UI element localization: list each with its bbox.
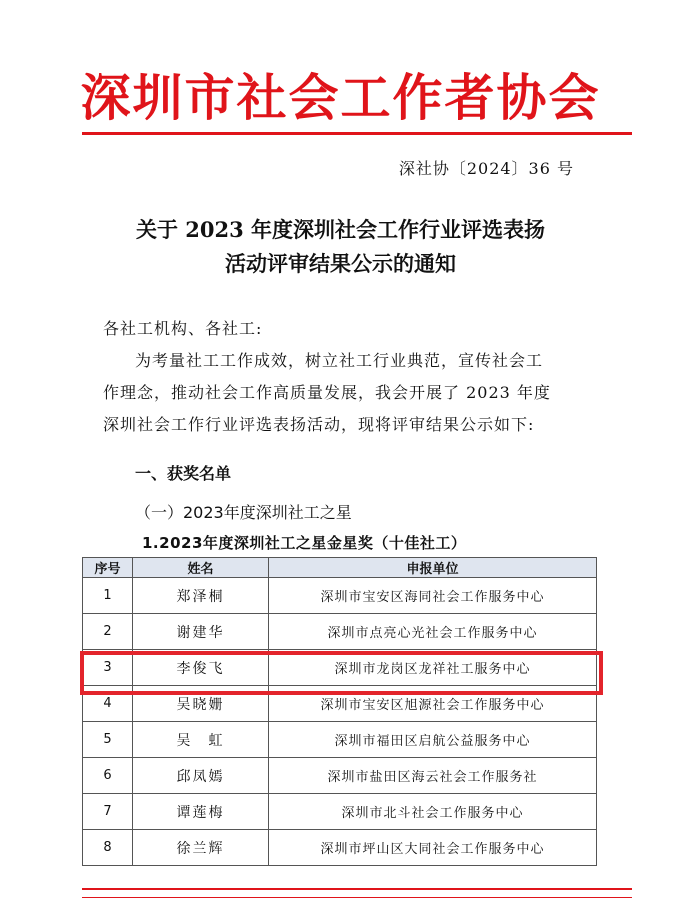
cell-name: 谢建华 bbox=[133, 614, 269, 650]
cell-name: 徐兰辉 bbox=[133, 830, 269, 866]
table-row bbox=[83, 794, 597, 830]
notice-title-line-2: 活动评审结果公示的通知 bbox=[225, 251, 456, 276]
subsection-heading: （一）2023年度深圳社工之星 bbox=[135, 503, 352, 522]
cell-seq: 8 bbox=[83, 830, 133, 866]
cell-name: 吴晓姗 bbox=[133, 686, 269, 722]
body-text bbox=[103, 313, 581, 441]
section-heading: 一、获奖名单 bbox=[135, 464, 232, 483]
cell-unit: 深圳市点亮心光社会工作服务中心 bbox=[269, 614, 597, 650]
cell-seq: 6 bbox=[83, 758, 133, 794]
row-highlight-box bbox=[80, 651, 603, 695]
header-rule bbox=[82, 132, 632, 135]
document-number: 深社协〔2024〕36 号 bbox=[398, 159, 574, 178]
award-heading: 1.2023年度深圳社工之星金星奖（十佳社工） bbox=[142, 534, 467, 552]
org-name-header: 深圳市社会工作者协会 bbox=[80, 68, 601, 127]
cell-unit: 深圳市宝安区海同社会工作服务中心 bbox=[269, 578, 597, 614]
table-row bbox=[83, 830, 597, 866]
cell-unit: 深圳市坪山区大同社会工作服务中心 bbox=[269, 830, 597, 866]
cell-name: 谭莲梅 bbox=[133, 794, 269, 830]
cell-name: 李俊飞 bbox=[133, 650, 269, 686]
footer-rule-top bbox=[82, 888, 632, 890]
cell-seq: 7 bbox=[83, 794, 133, 830]
table-row bbox=[83, 614, 597, 650]
cell-unit: 深圳市宝安区旭源社会工作服务中心 bbox=[269, 686, 597, 722]
salutation: 各社工机构、各社工: bbox=[103, 319, 263, 338]
cell-seq: 5 bbox=[83, 722, 133, 758]
intro-line-3: 深圳社会工作行业评选表扬活动，现将评审结果公示如下: bbox=[103, 415, 535, 434]
notice-title bbox=[0, 213, 681, 281]
cell-seq: 3 bbox=[83, 650, 133, 686]
cell-seq: 1 bbox=[83, 578, 133, 614]
cell-unit: 深圳市盐田区海云社会工作服务社 bbox=[269, 758, 597, 794]
footer-rule-bottom bbox=[82, 897, 632, 898]
table-row bbox=[83, 578, 597, 614]
table-row bbox=[83, 722, 597, 758]
cell-unit: 深圳市福田区启航公益服务中心 bbox=[269, 722, 597, 758]
table-row bbox=[83, 758, 597, 794]
cell-name: 吴 虹 bbox=[133, 722, 269, 758]
intro-line-2: 作理念，推动社会工作高质量发展，我会开展了 2023 年度 bbox=[103, 383, 551, 402]
table-header-row bbox=[83, 558, 597, 578]
winners-table bbox=[82, 557, 597, 866]
header-name: 姓名 bbox=[133, 558, 269, 578]
cell-seq: 2 bbox=[83, 614, 133, 650]
cell-seq: 4 bbox=[83, 686, 133, 722]
header-seq: 序号 bbox=[83, 558, 133, 578]
cell-name: 邱凤嫣 bbox=[133, 758, 269, 794]
header-unit: 申报单位 bbox=[269, 558, 597, 578]
cell-name: 郑泽桐 bbox=[133, 578, 269, 614]
cell-unit: 深圳市龙岗区龙祥社工服务中心 bbox=[269, 650, 597, 686]
notice-title-line-1: 关于 2023 年度深圳社会工作行业评选表扬 bbox=[135, 217, 546, 242]
intro-line-1: 为考量社工工作成效，树立社工行业典范，宣传社会工 bbox=[135, 351, 544, 370]
cell-unit: 深圳市北斗社会工作服务中心 bbox=[269, 794, 597, 830]
